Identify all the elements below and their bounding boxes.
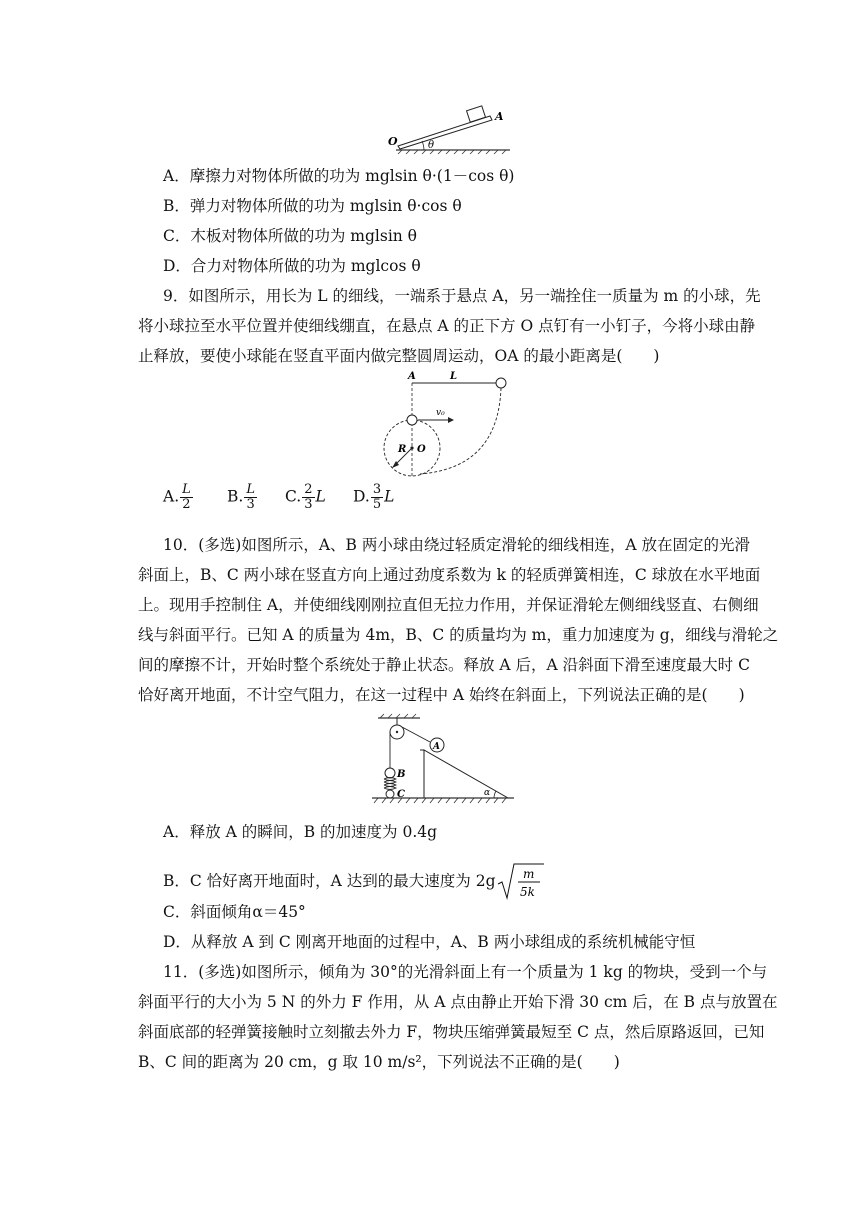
plank [398,116,492,149]
q10-line-2: 斜面上，B、C 两小球在竖直方向上通过劲度系数为 k 的轻质弹簧相连，C 球放在水平地面 [138,566,761,584]
spring [384,778,396,790]
label-a: A [495,110,504,123]
sqrt-numerator: m [522,867,534,881]
label-o: O [417,444,426,455]
nail-point [410,446,413,449]
label-o: O [388,135,398,148]
q10-option-a: A．释放 A 的瞬间，B 的加速度为 0.4g [163,823,438,841]
label-a: A [408,371,416,382]
fraction-denominator: 3 [304,497,313,512]
label-theta: θ [428,140,435,151]
q9-choice-c: C. $\frac{2}{3}$ L [285,482,326,512]
label-alpha: α [484,788,491,798]
ground-hatch [372,798,514,803]
q10-line-3: 上。现用手控制住 A，并使细线刚刚拉直但无拉力作用，并保证滑轮左侧细线竖直、右侧细 [138,596,759,614]
fraction-numerator: 2 [304,482,313,497]
q11-line-3: 斜面底部的轻弹簧接触时立刻撤去外力 F，物块压缩弹簧最短至 C 点，然后原路返回，已知 [138,1023,765,1041]
q8-option-c: C．木板对物体所做的功为 mglsin θ [163,227,418,245]
sqrt-sign [496,862,546,902]
label-v0: v₀ [436,408,445,418]
ball-start [496,378,506,388]
ball-b [385,768,395,778]
q9-line-3: 止释放，要使小球能在竖直平面内做完整圆周运动，OA 的最小距离是( ) [138,347,660,365]
pulley-incline-figure [368,712,518,808]
fraction-denominator: 3 [246,497,255,512]
angle-arc [422,141,424,150]
sqrt-expression [496,862,546,902]
q8-option-d: D．合力对物体所做的功为 mglcos θ [163,257,421,275]
label-a: A [433,742,440,752]
q8-option-a: A．摩擦力对物体所做的功为 mglsin θ·(1－cos θ) [163,167,515,185]
q10-option-d: D．从释放 A 到 C 刚离开地面的过程中，A、B 两小球组成的系统机械能守恒 [163,933,696,951]
inclined-plank-figure [380,98,515,158]
q9-choice-d: D. $\frac{3}{5}$ L [353,482,395,512]
pulley-axle [396,731,398,733]
fraction-numerator: L [246,482,255,497]
q11-line-4: B、C 间的距离为 20 cm，g 取 10 m/s²，下列说法不正确的是( ) [138,1053,620,1071]
incline [424,750,508,798]
q9-choice-a: A. $\frac{L}{2}$ [163,482,191,512]
swing-path [420,388,501,474]
q11-line-1: 11．(多选)如图所示，倾角为 30°的光滑斜面上有一个质量为 1 kg 的物块，受到一个与 [163,963,768,981]
q11-line-2: 斜面平行的大小为 5 N 的外力 F 作用，从 A 点由静止开始下滑 30 cm 后，在 B 点与放置在 [138,993,778,1011]
q9-line-2: 将小球拉至水平位置并使细线绷直，在悬点 A 的正下方 O 点钉有一小钉子，今将小球由静 [138,317,756,335]
ground-hatch [396,150,510,154]
pendulum-figure [380,368,520,480]
q10-option-b: B．C 恰好离开地面时，A 达到的最大速度为 2g m 5k [163,862,763,902]
label-c: C [397,789,405,800]
ball-c [386,790,394,798]
q9-line-1: 9．如图所示，用长为 L 的细线，一端系于悬点 A，另一端拴住一质量为 m 的小球，先 [163,287,761,305]
q10-line-5: 间的摩擦不计，开始时整个系统处于静止状态。释放 A 后，A 沿斜面下滑至速度最大时 C [138,656,750,674]
fraction-numerator: L [182,482,191,497]
fraction-denominator: 5 [372,497,382,512]
label-r: R [398,444,407,455]
fraction-numerator: 3 [372,482,382,497]
q10-line-4: 线与斜面平行。已知 A 的质量为 4m，B、C 的质量均为 m，重力加速度为 g，细线与滑轮之 [138,626,779,644]
q10-option-c: C．斜面倾角α＝45° [163,903,306,921]
q9-choice-b: B. $\frac{L}{3}$ [227,482,255,512]
ceiling-hatch [378,714,420,718]
sqrt-denominator: 5k [519,885,535,899]
q10-line-1: 10．(多选)如图所示，A、B 两小球由绕过轻质定滑轮的细线相连，A 放在固定的光滑 [163,536,750,554]
label-b: B [397,769,406,780]
ball-top [407,415,417,425]
fraction-denominator: 2 [182,497,191,512]
right-string [402,727,430,742]
velocity-arrowhead [448,417,454,423]
q10-line-6: 恰好离开地面，不计空气阻力，在这一过程中 A 始终在斜面上，下列说法正确的是( ) [138,686,745,704]
q8-option-b: B．弹力对物体所做的功为 mglsin θ·cos θ [163,197,462,215]
label-l: L [450,371,458,382]
